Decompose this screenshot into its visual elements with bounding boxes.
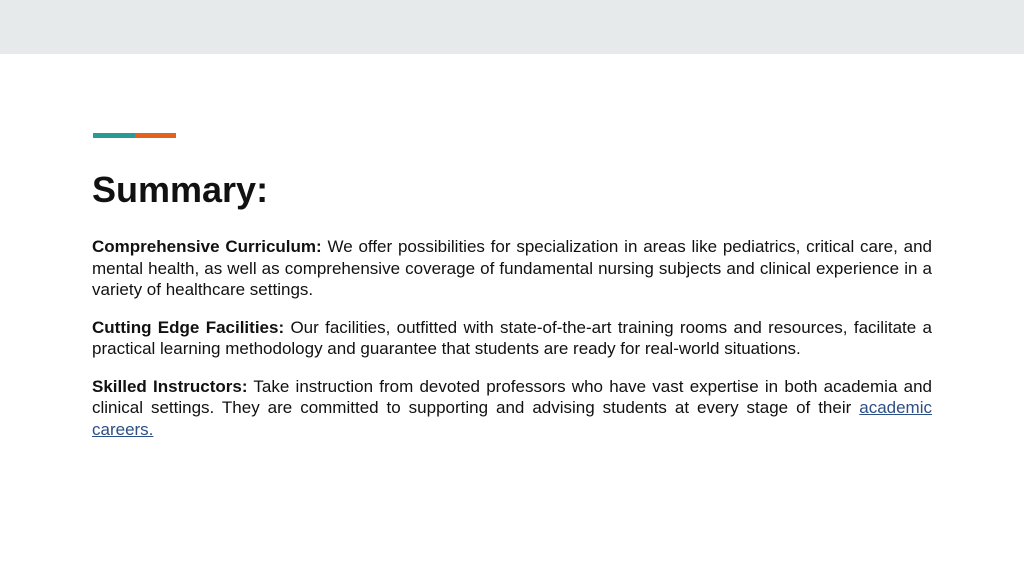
slide-title: Summary: [92, 169, 269, 210]
paragraph-text: We offer possibilities for specialization in areas like pediatrics, critical care, and mental health, as well as comprehensive coverage of fundamental nursing subjects and clinical experience in a variety of healthcare settings. [92, 237, 932, 299]
paragraph-curriculum [92, 236, 932, 301]
top-band [0, 0, 1024, 54]
paragraph-lead: Skilled Instructors: [92, 376, 248, 396]
paragraph-lead: Comprehensive Curriculum: [92, 237, 322, 256]
paragraph-instructors [92, 376, 932, 441]
paragraph-text: Our facilities, outfitted with state-of-the-art training rooms and resources, facilitate a practical learning methodology and guarantee that students are ready for real-world situations. [92, 317, 932, 358]
title-accent-bar [93, 133, 176, 138]
paragraph-lead: Cutting Edge Facilities: [92, 317, 285, 337]
academic-careers-link[interactable]: academic careers. [92, 398, 932, 439]
paragraph-text: Take instruction from devoted professors who have vast expertise in both academia and clinical settings. They are committed to supporting and advising students at every stage of their [92, 376, 932, 417]
accent-orange-segment [135, 133, 176, 138]
summary-content [92, 236, 932, 456]
paragraph-facilities [92, 317, 932, 360]
accent-teal-segment [93, 133, 135, 138]
